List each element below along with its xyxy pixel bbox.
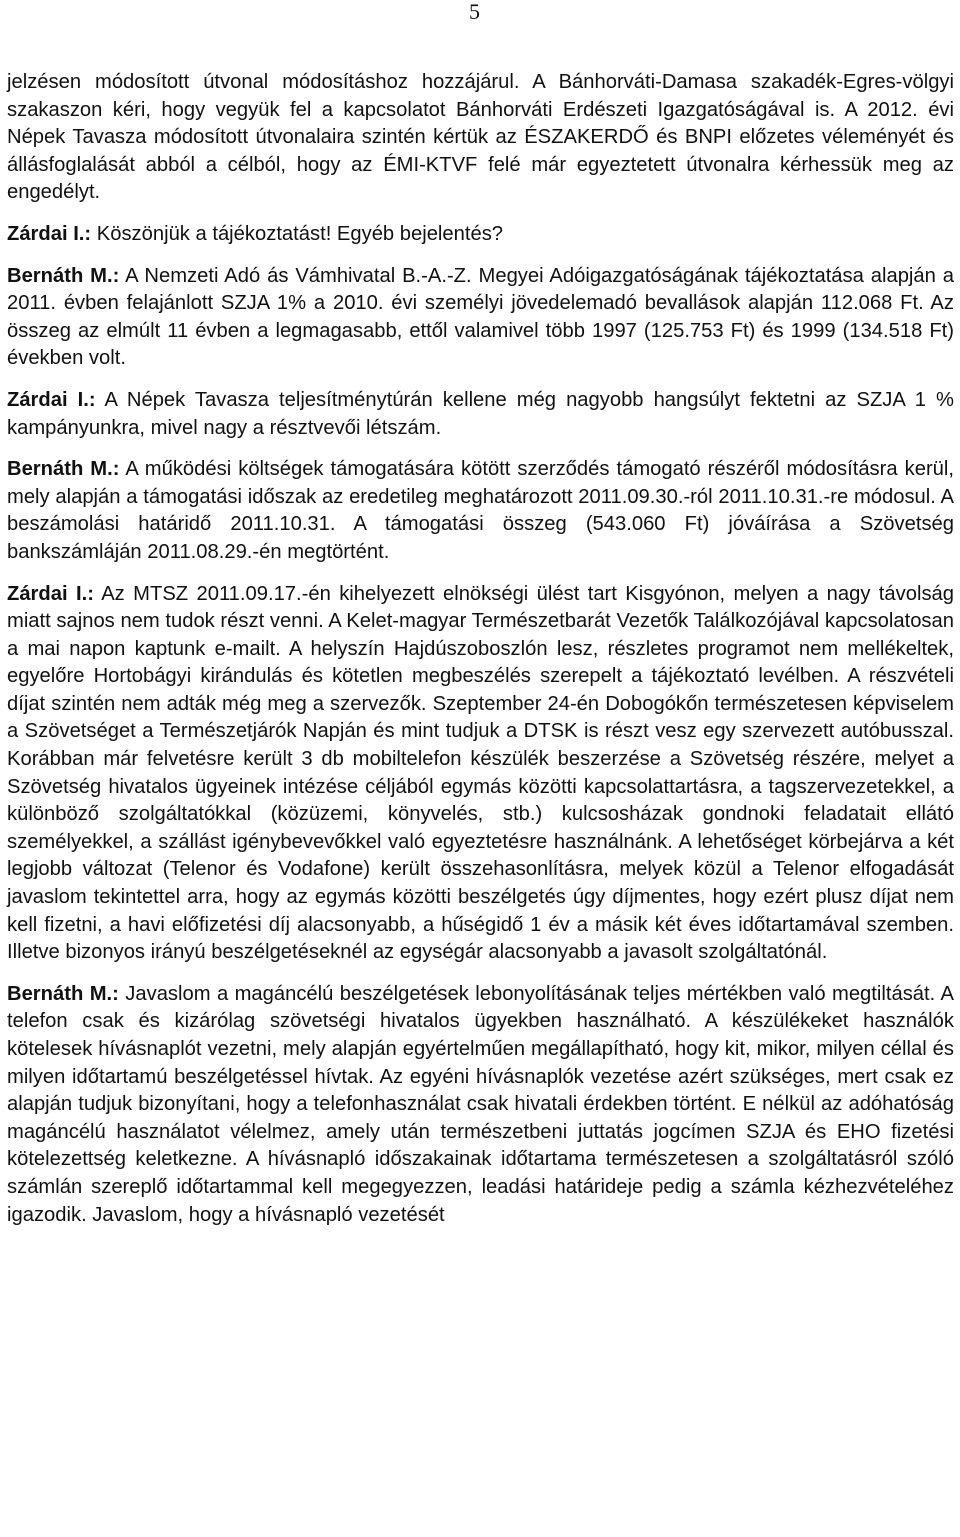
- speaker-separator: :: [112, 982, 119, 1005]
- paragraph-text: A működési költségek támogatására kötött szerződés támogató részéről módosításra kerül, mely alapján a támogatási időszak az eredetileg meghatározott 2011.09.30.-ról 2011.10.31.-re módosul. A beszámolási határidő 2011.10.31. A támogatási összeg (543.060 Ft) jóváírása a Szövetség bankszámláján 2011.08.29.-én megtörtént.: [7, 458, 955, 563]
- paragraph-4: [7, 387, 954, 442]
- speaker-name: Zárdai I.: [7, 582, 88, 605]
- paragraph-3: [7, 263, 954, 373]
- paragraph-text: Köszönjük a tájékoztatást! Egyéb bejelentés?: [91, 222, 504, 245]
- paragraph-6: [7, 581, 954, 967]
- speaker-separator: :: [88, 388, 96, 411]
- page-number: 5: [469, 0, 480, 24]
- speaker-name: Bernáth M.: [7, 982, 113, 1005]
- speaker-name: Zárdai I.: [7, 222, 85, 245]
- speaker-name: Bernáth M.: [7, 264, 113, 287]
- speaker-separator: :: [112, 458, 120, 481]
- speaker-separator: :: [84, 222, 92, 245]
- paragraph-text: A Népek Tavasza teljesítménytúrán kellene még nagyobb hangsúlyt fektetni az SZJA 1 % kampányunkra, mivel nagy a résztvevői létszám.: [7, 388, 954, 439]
- paragraph-text: A Nemzeti Adó ás Vámhivatal B.-A.-Z. Megyei Adóigazgatóságának tájékoztatása alapján a 2011. évben felajánlott SZJA 1% a 2010. évi személyi jövedelemadó bevallások alapján 112.068 Ft. Az összeg az elmúlt 11 évben a legmagasabb, ettől valamivel több 1997 (125.753 Ft) és 1999 (134.518 Ft) években volt.: [7, 264, 955, 370]
- paragraph-text: Az MTSZ 2011.09.17.-én kihelyezett elnökségi ülést tart Kisgyónon, melyen a nagy távolság miatt sajnos nem tudok részt venni. A Kelet-magyar Természetbarát Vezetők Találkozójával kapcsolatosan a mai napon kaptunk e-mailt. A helyszín Hajdúszoboszlón lesz, részletes programot nem mellékeltek, egyelőre Hortobágyi kirándulás és kötetlen megbeszélés szerepelt a tájékoztató levélben. A részvételi díjat szintén nem adták még meg a szervezők. Szeptember 24-én Dobogókőn természetesen képviselem a Szövetséget a Természetjárók Napján és mint tudjuk a DTSK is részt vesz egy szervezett autóbusszal. Korábban már felvetésre került 3 db mobiltelefon készülék beszerzése a Szövetség részére, melyet a Szövetség hivatalos ügyeinek intézése céljából egymás közötti kapcsolattartásra, a tagszervezetekkel, a különböző szolgáltatókkal (közüzemi, könyvelés, stb.) kulcsosházak gondnoki feladatait ellátó személyekkel, a szállást igénybevevőkkel való egyeztetésre használnánk. A lehetőséget körbejárva a két legjobb változat (Telenor és Vodafone) került összehasonlításra, melyek közül a Telenor elfogadását javaslom tekintettel arra, hogy az egymás közötti beszélgetés úgy díjmentes, hogy ezért plusz díjat nem kell fizetni, a havi előfizetési díj alacsonyabb, a hűségidő 1 év a másik két éves időtartamával szemben. Illetve bizonyos irányú beszélgetéseknél az egységár alacsonyabb a javasolt szolgáltatónál.: [7, 582, 954, 964]
- paragraph-2: [7, 221, 954, 249]
- document-body: [7, 69, 954, 1243]
- speaker-name: Zárdai I.: [7, 388, 89, 411]
- paragraph-text: Javaslom a magáncélú beszélgetések lebonyolításának teljes mértékben való megtiltását. A telefon csak és kizárólag szövetségi hivatalos ügyekben használható. A készülékeket használók kötelesek hívásnaplót vezetni, mely alapján egyértelműen megállapítható, hogy kit, mikor, milyen céllal és milyen időtartamú beszélgetéssel hívtak. Az egyéni hívásnaplók vezetése azért szükséges, mert csak ez alapján tudjuk bizonyítani, hogy a telefonhasználat csak hivatali érdekben történt. E nélkül az adóhatóság magáncélú használatot vélelmez, amely után természetbeni juttatás jogcímen SZJA és EHO fizetési kötelezettség keletkezne. A hívásnapló időszakainak időtartama természetesen a szolgáltatásról szóló számlán szereplő időtartammal kell megegyezzen, leadási határideje pedig a számla kézhezvételéhez igazodik. Javaslom, hogy a hívásnapló vezetését: [7, 982, 954, 1226]
- paragraph-text: jelzésen módosított útvonal módosításhoz hozzájárul. A Bánhorváti-Damasa szakadék-Egres-völgyi szakaszon kéri, hogy vegyük fel a kapcsolatot Bánhorváti Erdészeti Igazgatóságával is. A 2012. évi Népek Tavasza módosított útvonalaira szintén kértük az ÉSZAKERDŐ és BNPI előzetes véleményét és állásfoglalását abból a célból, hogy az ÉMI-KTVF felé már egyeztetett útvonalra kérhessük meg az engedélyt.: [7, 71, 954, 204]
- speaker-name: Bernáth M.: [7, 458, 113, 481]
- speaker-separator: :: [112, 264, 120, 287]
- paragraph-1: [7, 69, 954, 207]
- speaker-separator: :: [87, 582, 94, 605]
- paragraph-7: [7, 981, 954, 1229]
- paragraph-5: [7, 456, 954, 566]
